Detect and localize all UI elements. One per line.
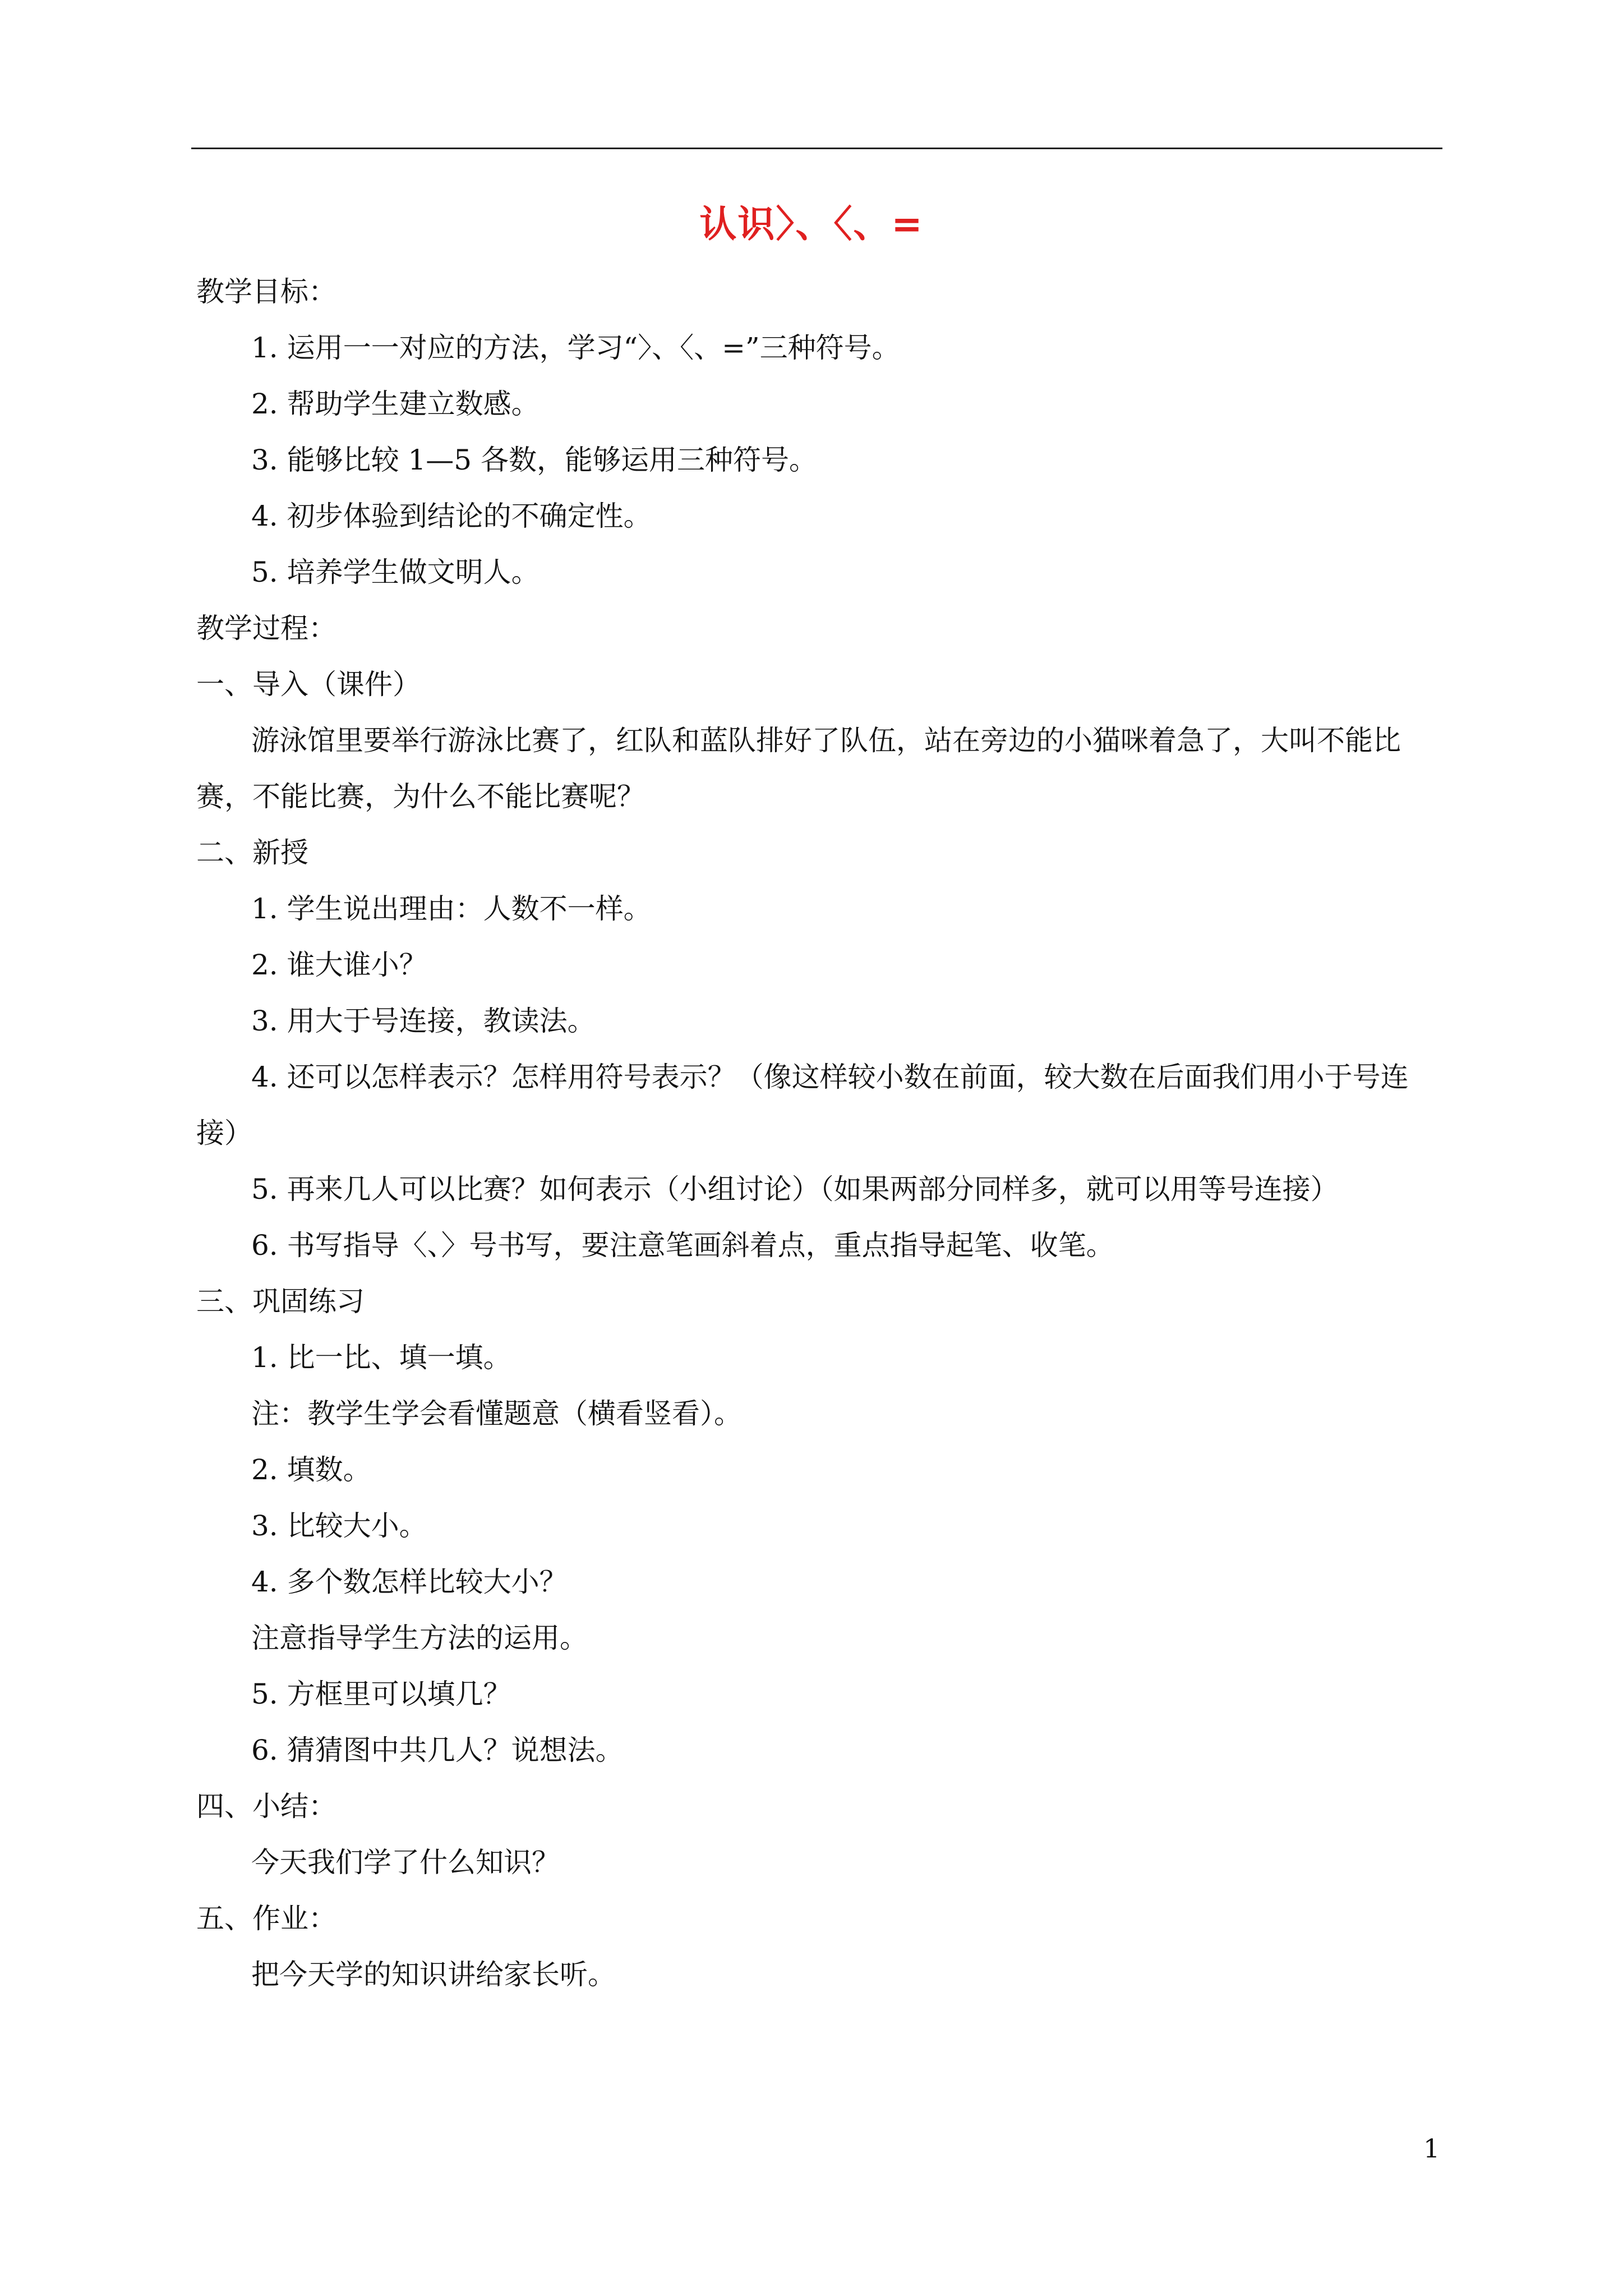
homework-line: 把今天学的知识讲给家长听。: [251, 1958, 616, 1991]
practice-item: 1. 比一比、填一填。: [251, 1341, 511, 1374]
practice-item: 4. 多个数怎样比较大小？: [251, 1566, 568, 1598]
intro-paragraph: 游泳馆里要举行游泳比赛了，红队和蓝队排好了队伍，站在旁边的小猫咪着急了，大叫不能比赛，不能比赛，为什么不能比赛呢？: [196, 724, 1401, 813]
goal-item: 1. 运用一一对应的方法，学习“〉、〈、=”三种符号。: [251, 332, 900, 364]
document-title: 认识〉、〈、=: [699, 203, 924, 246]
process-heading: 教学过程：: [196, 612, 336, 645]
new-lesson-item: 4. 还可以怎样表示？怎样用符号表示？（像这样较小数在前面，较大数在后面我们用小于号连接）: [196, 1061, 1409, 1149]
goal-item: 5. 培养学生做文明人。: [251, 556, 540, 588]
new-lesson-item: 1. 学生说出理由：人数不一样。: [251, 892, 652, 925]
section-heading-intro: 一、导入（课件）: [196, 668, 421, 701]
goal-item: 4. 初步体验到结论的不确定性。: [251, 500, 652, 532]
new-lesson-item: 2. 谁大谁小？: [251, 949, 427, 981]
new-lesson-item: 6. 书写指导〈、〉号书写，要注意笔画斜着点，重点指导起笔、收笔。: [251, 1229, 1114, 1262]
goal-item: 3. 能够比较 1—5 各数，能够运用三种符号。: [251, 444, 818, 476]
goal-item: 2. 帮助学生建立数感。: [251, 388, 540, 420]
practice-note: 注意指导学生方法的运用。: [251, 1622, 588, 1654]
practice-item: 2. 填数。: [251, 1453, 371, 1486]
header-rule: [191, 148, 1442, 149]
document-body: [196, 264, 1442, 2003]
practice-note: 注：教学生学会看懂题意（横看竖看）。: [251, 1397, 742, 1430]
page-number: 1: [1423, 2133, 1440, 2164]
practice-item: 5. 方框里可以填几？: [251, 1678, 511, 1710]
summary-line: 今天我们学了什么知识？: [251, 1846, 560, 1879]
section-heading-practice: 三、巩固练习: [196, 1285, 365, 1318]
section-heading-new-lesson: 二、新授: [196, 836, 308, 869]
new-lesson-item: 5. 再来几人可以比赛？如何表示（小组讨论）（如果两部分同样多，就可以用等号连接）: [251, 1173, 1339, 1205]
new-lesson-item: 3. 用大于号连接，教读法。: [251, 1005, 596, 1037]
section-heading-summary: 四、小结：: [196, 1790, 336, 1823]
section-heading-homework: 五、作业：: [196, 1902, 336, 1935]
practice-item: 3. 比较大小。: [251, 1510, 427, 1542]
practice-item: 6. 猜猜图中共几人？说想法。: [251, 1734, 624, 1766]
goals-heading: 教学目标：: [196, 275, 336, 308]
